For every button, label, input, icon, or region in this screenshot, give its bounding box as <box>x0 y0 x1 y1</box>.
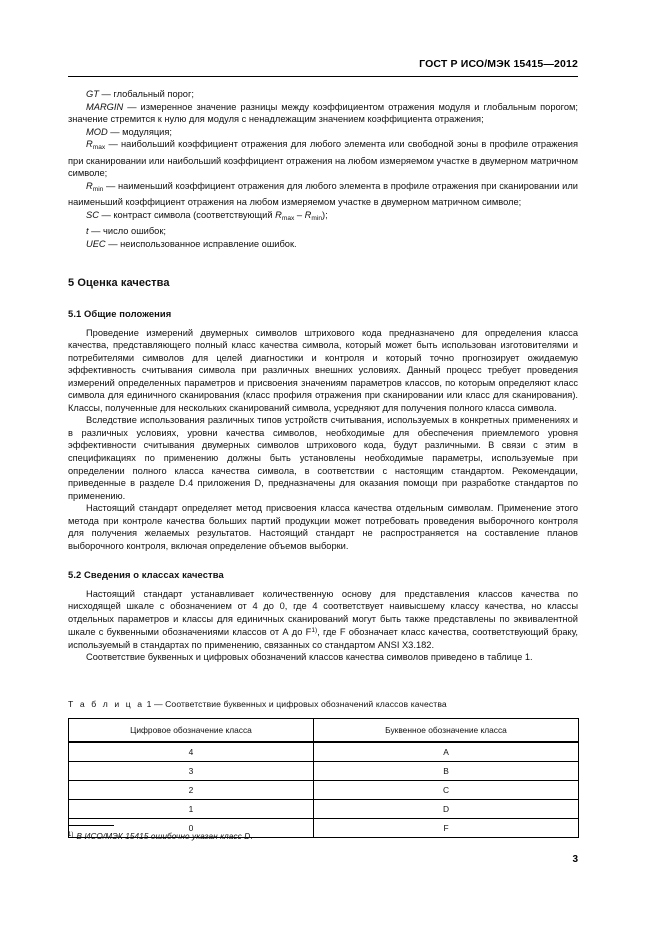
table-cell-letter: F <box>314 819 579 838</box>
definition-term-margin: MARGIN <box>86 101 124 112</box>
definition-rmax <box>68 138 578 179</box>
definition-term-sc: SC <box>86 209 99 220</box>
definition-text-uec: — неиспользованное исправление ошибок. <box>105 238 297 249</box>
formula-rmax: R <box>275 209 282 220</box>
table-1-grade-correspondence <box>68 718 579 838</box>
table-cell-numeric: 2 <box>69 781 314 800</box>
definition-text-rmin: — наименьший коэффициент отражения для любого элемента в профиле отражения при сканировании или наименьший коэффициент отражения на любом измеряемом участке в двумерном матричном символе; <box>68 180 578 208</box>
definition-uec <box>68 238 578 251</box>
definition-text-rmax: — наибольший коэффициент отражения для любого элемента или свободной зоны в профиле отражения при сканировании или наибольший коэффициент отражения на любом измеряемом участке в двумерном матричном символе; <box>68 139 578 179</box>
definition-t <box>68 225 578 238</box>
formula-minus: – <box>294 209 305 220</box>
section-5-1-paragraph-2: Вследствие использования различных типов устройств считывания, используемых в конкретных применениях и в различных условиях, уровни качества символов, необходимые для обеспечения приемлемого уровня эффективности считывания двумерных символов штрихового кода, будут различными. В связи с этим в спецификациях по применению должны быть установлены необходимые параметры, используемые при определении полного класса качества символа, в соответствии с настоящим стандартом. Рекомендации, приведенные в разделе D.4 приложения D, предназначены для оказания помощи при разработке стандартов по применению. <box>68 415 578 501</box>
definition-gt <box>68 88 578 101</box>
table-row <box>69 762 579 781</box>
section-5-2-block <box>68 569 578 664</box>
table-row <box>69 800 579 819</box>
table-row <box>69 742 579 762</box>
table-cell-numeric: 4 <box>69 742 314 762</box>
section-5-2-title: 5.2 Сведения о классах качества <box>68 569 224 580</box>
definition-text-gt: — глобальный порог; <box>98 89 194 99</box>
table-cell-numeric: 1 <box>69 800 314 819</box>
footnote-text: В ИСО/МЭК 15415 ошибочно указан класс D <box>76 832 251 841</box>
section-5-2-paragraph-1-part2: , где F обозначает класс качества, соответствующий браку, используемый в стандартах по применению, связанных со стандартом ANSI X3.182. <box>68 627 579 650</box>
header-divider <box>68 76 578 77</box>
section-5-2-paragraph-1-part1: Настоящий стандарт устанавливает количественную основу для представления классов качества по нисходящей шкале с обозначением от 4 до 0, где 4 соответствует наивысшему классу качества, но классы отдельных параметров и классы для единичных сканирований могут быть также представлены по эквивалентной шкале с буквенными обозначениями классов от А до F <box>68 588 578 638</box>
definition-term-rmax: R <box>86 139 93 150</box>
table-1-caption <box>68 699 578 709</box>
table-1-caption-label: Т а б л и ц а <box>68 699 145 709</box>
table-cell-numeric: 0 <box>69 819 314 838</box>
definition-term-rmin-subscript: min <box>92 185 104 193</box>
table-cell-letter: D <box>314 800 579 819</box>
formula-rmax-subscript: max <box>281 214 295 222</box>
definition-term-gt: GT <box>86 89 99 99</box>
table-cell-letter: А <box>314 742 579 762</box>
footnote-1 <box>68 832 578 841</box>
footnote-marker: 1) <box>68 832 74 838</box>
table-column-header-letter: Буквенное обозначение класса <box>314 719 579 743</box>
definition-text-sc-after: ); <box>322 209 328 220</box>
table-1-caption-text: 1 — Соответствие буквенных и цифровых обозначений классов качества <box>144 699 447 709</box>
section-5-2-paragraph-2: Соответствие буквенных и цифровых обозначений классов качества символов приведено в таблице 1. <box>86 652 533 663</box>
definition-text-margin: — измеренное значение разницы между коэффициентом отражения модуля и глобальным порогом; значение стремится к нулю для модуля с ненадлежащим значением коэффициента отражения; <box>68 101 578 125</box>
table-cell-numeric: 3 <box>69 762 314 781</box>
table-column-header-numeric: Цифровое обозначение класса <box>69 719 314 743</box>
definition-text-sc-before: — контраст символа (соответствующий <box>98 209 276 220</box>
page-header-title: ГОСТ Р ИСО/МЭК 15415—2012 <box>419 58 578 70</box>
definition-term-uec: UEC <box>86 238 106 249</box>
definitions-block <box>68 88 578 250</box>
page-number: 3 <box>572 854 578 865</box>
table-cell-letter: С <box>314 781 579 800</box>
definition-term-t: t <box>86 226 89 236</box>
definition-term-rmin: R <box>86 180 93 191</box>
definition-term-mod: MOD <box>86 126 108 137</box>
section-5-1-block <box>68 308 578 552</box>
table-cell-letter: В <box>314 762 579 781</box>
footnote-separator <box>68 825 114 826</box>
table-header-row <box>69 719 579 743</box>
definition-mod <box>68 126 578 139</box>
table-row <box>69 781 579 800</box>
definition-rmin <box>68 180 578 209</box>
definition-text-t: — число ошибок; <box>88 226 166 236</box>
section-5-1-paragraph-1: Проведение измерений двумерных символов штрихового кода предназначено для определения класса качества, представляющего полный класс качества символа, который может быть использован изготовителями и потребителями символов для целей диагностики и контроля и который точно прогнозирует ожидаемую эффективность считывания символа при различных внешних условиях. Данный процесс требует проведения измерений определенных параметров и присвоения значениям параметров классов, по которым определяют класс символа для единичного сканирования (класс профиля отражения при сканировании или класс для сканирования). Классы, полученные для нескольких сканирований символа, усредняют для получения полного класса символа. <box>68 327 578 413</box>
footnote-reference-mark: 1) <box>311 627 318 635</box>
definition-margin <box>68 101 578 126</box>
definition-text-mod: — модуляция; <box>107 126 172 137</box>
definition-term-rmax-subscript: max <box>92 144 106 152</box>
definition-sc <box>68 209 578 225</box>
section-5-2-paragraph-1 <box>68 588 578 652</box>
formula-rmin-subscript: min <box>311 214 323 222</box>
footnote-text-tail: . <box>250 832 253 841</box>
formula-rmin: R <box>304 209 312 220</box>
section-5-title: 5 Оценка качества <box>68 277 170 289</box>
section-5-1-title: 5.1 Общие положения <box>68 308 172 319</box>
section-5-heading-block <box>68 277 578 290</box>
section-5-1-paragraph-3: Настоящий стандарт определяет метод присвоения класса качества отдельным символам. Применение этого метода при контроле качества больших партий продукции может потребовать проведения выборочного контроля для получения желаемых результатов. Настоящий стандарт не распространяется на составление планов выборочного контроля, включая определение объемов выборки. <box>68 503 578 551</box>
